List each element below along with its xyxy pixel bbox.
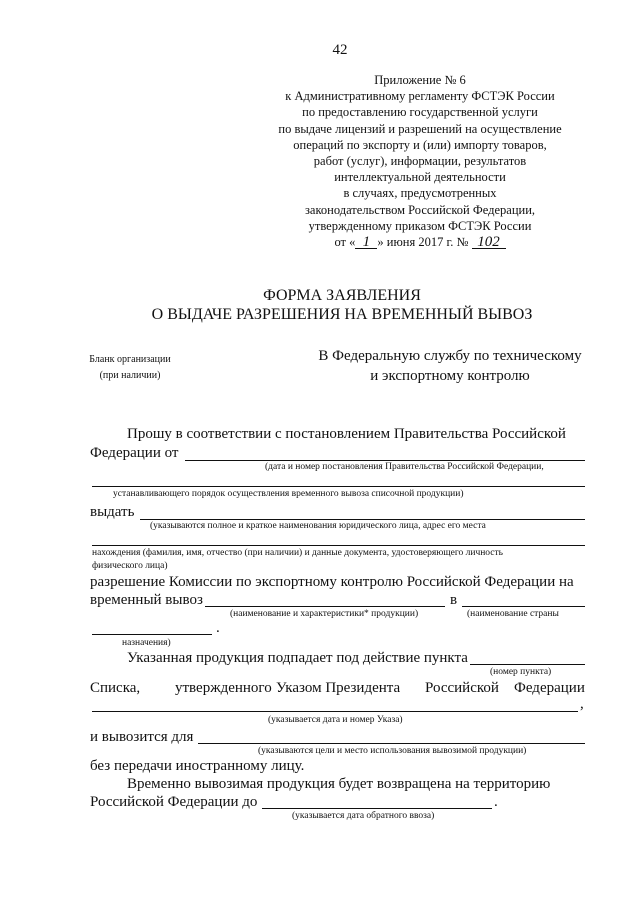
return-period: . [494,794,498,810]
return-date-field-line [262,808,492,809]
letterhead-line1: Бланк организации [89,354,171,365]
issue-word: выдать [90,504,135,520]
appendix-date-line [240,234,600,250]
appendix-line: операций по экспорту и (или) импорту товаров, [293,137,547,152]
list-word-1: Списка, [90,680,141,696]
date-middle: » июня 2017 г. № [377,235,469,250]
decree-date-field-line [92,711,578,712]
letterhead-note [80,352,180,384]
return-line2: Российской Федерации до [90,794,258,810]
appendix-line: законодательством Российской Федерации, [304,202,536,217]
country-field-line [462,606,585,607]
appendix-line: по выдаче лицензий и разрешений на осуществление [278,121,562,136]
clause-field-line [470,664,585,665]
handwritten-order-number: 102 [472,236,506,249]
list-word-3: Указом Президента [276,680,401,696]
decree-field-line [185,460,585,461]
in-word: в [450,592,458,608]
appendix-line: Приложение № 6 [374,73,466,87]
form-title-line2: О ВЫДАЧЕ РАЗРЕШЕНИЯ НА ВРЕМЕННЫЙ ВЫВОЗ [151,306,533,323]
list-word-4: Российской [425,680,499,696]
appendix-header [240,72,600,250]
addressee-line2: и экспортному контролю [370,368,530,384]
product-field-line [205,606,445,607]
date-prefix: от « [334,235,356,250]
page-number: 42 [332,42,348,58]
list-comma: , [580,696,584,712]
decree-field-line2 [92,486,585,487]
addressee [300,346,600,386]
appendix-line: работ (услуг), информации, результатов [313,154,527,169]
temp-export-word: временный вывоз [90,592,203,608]
purpose-field-line [198,743,585,744]
hint-applicant3: физического лица) [92,561,168,571]
list-word-2: утвержденного [175,680,272,696]
return-line1: Временно вывозимая продукция будет возвращена на территорию [127,776,551,792]
destination-field-line [92,634,212,635]
form-title-line1: ФОРМА ЗАЯВЛЕНИЯ [263,287,421,304]
destination-dot: . [216,620,220,636]
appendix-line: по предоставлению государственной услуги [302,105,538,120]
no-transfer-line: без передачи иностранному лицу. [90,758,305,774]
hint-decree2: устанавливающего порядок осуществления временного вывоза списочной продукции) [113,489,464,499]
appendix-line: утвержденному приказом ФСТЭК России [308,218,532,233]
hint-return: (указывается дата обратного ввоза) [292,811,435,821]
hint-destination: назначения) [122,638,171,648]
hint-applicant: (указываются полное и краткое наименования юридического лица, адрес его места [150,521,486,531]
hint-decree-date: (указывается дата и номер Указа) [268,715,403,725]
permit-line: разрешение Комиссии по экспортному контролю Российской Федерации на [90,574,574,590]
hint-product: (наименование и характеристики* продукции) [230,609,419,619]
addressee-line1: В Федеральную службу по техническому [318,348,582,364]
handwritten-day: 1 [355,236,377,249]
appendix-line: в случаях, предусмотренных [343,186,497,201]
hint-decree: (дата и номер постановления Правительства Российской Федерации, [265,462,544,472]
applicant-field-line2 [92,545,585,546]
clause-line: Указанная продукция подпадает под действие пункта [127,650,468,666]
hint-clause: (номер пункта) [490,667,552,677]
letterhead-line2: (при наличии) [99,370,161,381]
applicant-field-line [140,519,585,520]
list-word-5: Федерации [514,680,585,696]
appendix-line: к Административному регламенту ФСТЭК России [285,89,555,104]
hint-applicant2: нахождения (фамилия, имя, отчество (при наличии) и данные документа, удостоверяющего личность [92,548,503,558]
appendix-line: интеллектуальной деятельности [334,170,506,185]
request-line1: Прошу в соответствии с постановлением Правительства Российской [127,426,566,442]
request-line2: Федерации от [90,445,179,461]
hint-country: (наименование страны [467,609,559,619]
hint-purpose: (указываются цели и место использования вывозимой продукции) [258,746,527,756]
exported-for: и вывозится для [90,729,194,745]
